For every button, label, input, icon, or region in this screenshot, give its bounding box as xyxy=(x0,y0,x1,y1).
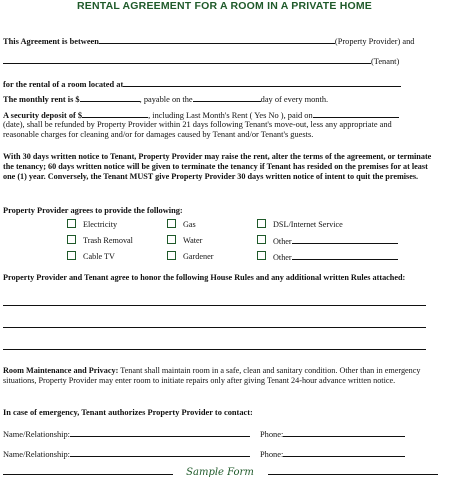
payable-label: , payable on the xyxy=(139,95,193,104)
water-label: Water xyxy=(183,236,203,245)
tenant-label: (Tenant) xyxy=(371,57,400,66)
maintenance-paragraph xyxy=(3,366,441,386)
other-1-checkbox[interactable] xyxy=(257,235,266,244)
name-relationship-field-1[interactable] xyxy=(70,429,250,437)
monthly-rent-row xyxy=(3,94,443,105)
emergency-heading: In case of emergency, Tenant authorizes Property Provider to contact: xyxy=(3,408,253,417)
house-rules-heading: Property Provider and Tenant agree to honor the following House Rules and any additional written Rules attached: xyxy=(3,273,406,282)
house-rules-line-3[interactable] xyxy=(3,349,426,350)
other-2-text: Other xyxy=(273,253,292,262)
phone-label-1: Phone: xyxy=(260,430,284,439)
gardener-checkbox[interactable] xyxy=(167,251,176,260)
other-2-label xyxy=(273,252,398,263)
gardener-label: Gardener xyxy=(183,252,214,261)
dsl-internet-label: DSL/Internet Service xyxy=(273,220,343,229)
agreement-between-label: This Agreement is between xyxy=(3,37,99,46)
monthly-rent-field[interactable] xyxy=(80,94,140,102)
deposit-including-label: , including Last Month's Rent ( Yes No ), paid on xyxy=(148,111,313,120)
phone-field-2[interactable] xyxy=(283,449,405,457)
dsl-internet-checkbox[interactable] xyxy=(257,219,266,228)
name-relationship-label-1: Name/Relationship: xyxy=(3,430,70,439)
monthly-rent-label: The monthly rent is $ xyxy=(3,95,80,104)
day-of-month-label: day of every month. xyxy=(260,95,329,104)
deposit-line-3: reasonable charges for cleaning and/or for damages caused by Tenant and/or Tenant's guests. xyxy=(3,130,314,139)
maintenance-heading: Room Maintenance and Privacy: xyxy=(3,366,119,375)
electricity-checkbox[interactable] xyxy=(67,219,76,228)
emergency-contact-row-1 xyxy=(3,429,443,440)
deposit-date-field[interactable] xyxy=(313,110,399,118)
agreement-between-row xyxy=(3,36,443,47)
emergency-contact-row-2 xyxy=(3,449,443,460)
document-title: RENTAL AGREEMENT FOR A ROOM IN A PRIVATE HOME xyxy=(76,0,373,12)
other-2-field[interactable] xyxy=(292,252,398,260)
deposit-amount-field[interactable] xyxy=(82,110,148,118)
name-relationship-label-2: Name/Relationship: xyxy=(3,450,70,459)
payable-day-field[interactable] xyxy=(193,94,261,102)
name-relationship-field-2[interactable] xyxy=(70,449,250,457)
other-1-label xyxy=(273,236,398,247)
phone-field-1[interactable] xyxy=(283,429,405,437)
room-location-label: for the rental of a room located at xyxy=(3,80,124,89)
electricity-label: Electricity xyxy=(83,220,118,229)
provider-label: (Property Provider) and xyxy=(334,37,415,46)
deposit-line-2: (date), shall be refunded by Property Provider within 21 days following Tenant's move-out, less any appropriate and xyxy=(3,120,392,129)
phone-label-2: Phone: xyxy=(260,450,284,459)
maintenance-text: Tenant shall maintain room in a safe, clean and sanitary condition. Other than in emergency situations, Property Provider may enter room to initiate repairs only after giving Tenant 24-hour advance written notice. xyxy=(3,366,421,385)
cable-tv-checkbox[interactable] xyxy=(67,251,76,260)
room-location-field[interactable] xyxy=(123,79,401,87)
other-2-checkbox[interactable] xyxy=(257,251,266,260)
water-checkbox[interactable] xyxy=(167,235,176,244)
trash-removal-label: Trash Removal xyxy=(83,236,133,245)
footer-rule-left xyxy=(3,474,173,475)
gas-label: Gas xyxy=(183,220,196,229)
cable-tv-label: Cable TV xyxy=(83,252,115,261)
tenant-name-field[interactable] xyxy=(3,56,371,64)
provide-heading: Property Provider agrees to provide the following: xyxy=(3,206,183,215)
other-1-field[interactable] xyxy=(292,236,398,244)
footer-rule-right xyxy=(268,474,438,475)
house-rules-line-1[interactable] xyxy=(3,305,426,306)
notice-paragraph: With 30 days written notice to Tenant, Property Provider may raise the rent, alter the terms of the agreement, or terminate the tenancy; 60 days written notice will be given to terminate the tenancy if Tenant has resided on the premises for at least one (1) year. Conversely, the Tenant MUST give Property Provider 30 days written notice of intent to quit the premises. xyxy=(3,152,432,181)
sample-form-footer: Sample Form xyxy=(186,467,254,478)
gas-checkbox[interactable] xyxy=(167,219,176,228)
deposit-label: A security deposit of $ xyxy=(3,111,83,120)
tenant-row xyxy=(3,56,443,67)
trash-removal-checkbox[interactable] xyxy=(67,235,76,244)
other-1-text: Other xyxy=(273,237,292,246)
agreement-provider-field[interactable] xyxy=(99,36,335,44)
room-location-row xyxy=(3,79,443,90)
house-rules-line-2[interactable] xyxy=(3,327,426,328)
